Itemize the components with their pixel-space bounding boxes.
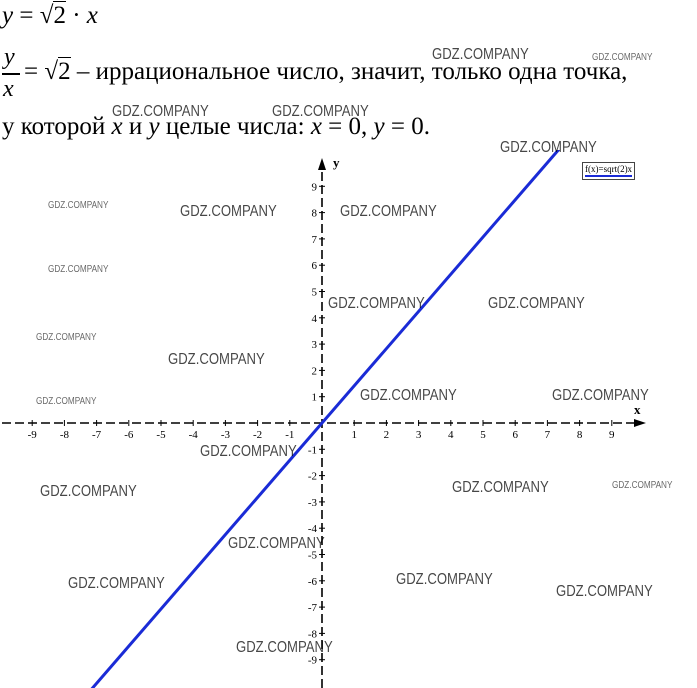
y-tick-label: 1	[311, 391, 317, 404]
eq1-equals: =	[19, 2, 34, 29]
x-tick-label: 2	[383, 429, 390, 441]
y-tick-label: -5	[307, 549, 317, 562]
eq2-rest: – иррациональное число, значит, только одна точка,	[76, 58, 628, 85]
y-tick-label: 2	[311, 365, 317, 378]
x-tick-label: -1	[285, 429, 295, 441]
watermark: GDZ.COMPANY	[68, 575, 165, 592]
x-tick-label: -5	[156, 429, 166, 441]
watermark: GDZ.COMPANY	[592, 52, 653, 63]
watermark: GDZ.COMPANY	[396, 571, 493, 588]
eq1-sqrt-sign: √2	[39, 2, 66, 29]
watermark: GDZ.COMPANY	[228, 535, 325, 552]
x-tick-label: -2	[253, 429, 263, 441]
watermark: GDZ.COMPANY	[200, 443, 297, 460]
watermark: GDZ.COMPANY	[36, 396, 97, 407]
watermark: GDZ.COMPANY	[272, 103, 369, 120]
x-tick-label: -6	[124, 429, 134, 441]
legend-swatch	[585, 175, 632, 177]
x-tick-label: 8	[576, 429, 583, 441]
y-tick-label: 7	[311, 233, 317, 246]
eq1-x: x	[86, 2, 98, 29]
x-tick-label: 4	[448, 429, 454, 441]
watermark: GDZ.COMPANY	[48, 200, 109, 211]
y-tick-label: -4	[307, 523, 317, 536]
y-tick-label: -8	[307, 628, 317, 641]
y-tick-label: 9	[311, 181, 317, 194]
y-tick-label: -6	[307, 575, 317, 588]
x-tick-label: -7	[92, 429, 102, 441]
watermark: GDZ.COMPANY	[328, 295, 425, 312]
y-tick-label: 8	[311, 207, 317, 220]
y-tick-label: -9	[307, 654, 317, 667]
y-tick-label: 4	[311, 312, 317, 325]
watermark: GDZ.COMPANY	[432, 46, 529, 63]
watermark: GDZ.COMPANY	[612, 480, 673, 491]
x-tick-label: 9	[609, 429, 615, 441]
watermark: GDZ.COMPANY	[556, 583, 653, 600]
x-tick-label: -8	[59, 429, 69, 441]
x-tick-label: 5	[480, 429, 486, 441]
watermark: GDZ.COMPANY	[236, 639, 333, 656]
eq1-radicand: 2	[53, 2, 66, 29]
watermark: GDZ.COMPANY	[552, 387, 649, 404]
eq3-mid: целые числа:	[165, 113, 305, 140]
x-tick-label: -9	[27, 429, 37, 441]
x-tick-label: 7	[544, 429, 551, 441]
watermark: GDZ.COMPANY	[168, 351, 265, 368]
eq2-sqrt-sign: √2	[44, 58, 71, 85]
watermark: GDZ.COMPANY	[500, 139, 597, 156]
x-axis-arrow	[634, 419, 646, 427]
y-tick-label: -7	[307, 602, 317, 615]
watermark: GDZ.COMPANY	[360, 387, 457, 404]
eq3-yeq: y	[373, 113, 385, 140]
watermark: GDZ.COMPANY	[48, 264, 109, 275]
x-tick-label: -3	[220, 429, 230, 441]
eq3-prefix: у которой	[2, 113, 106, 140]
y-tick-label: -2	[307, 470, 317, 483]
y-axis-label: y	[333, 155, 340, 170]
x-tick-label: 6	[512, 429, 518, 441]
watermark: GDZ.COMPANY	[340, 203, 437, 220]
x-tick-label: 3	[415, 429, 422, 441]
x-tick-label: -4	[188, 429, 198, 441]
x-axis-label: x	[634, 402, 641, 417]
eq3-x: x	[111, 113, 123, 140]
eq3-and: и	[128, 113, 143, 140]
legend-label: f(x)=sqrt(2)x	[585, 164, 633, 174]
y-axis-arrow	[318, 158, 326, 170]
eq3-tail1: = 0,	[328, 113, 368, 140]
watermark: GDZ.COMPANY	[180, 203, 277, 220]
y-tick-label: 6	[311, 260, 317, 273]
watermark: GDZ.COMPANY	[36, 332, 97, 343]
eq1-dot: ·	[72, 2, 81, 29]
eq3-tail2: = 0.	[390, 113, 430, 140]
watermark: GDZ.COMPANY	[452, 479, 549, 496]
y-tick-label: 3	[311, 339, 317, 352]
eq3-y: y	[148, 113, 160, 140]
watermark: GDZ.COMPANY	[112, 103, 209, 120]
frac-denominator: x	[3, 76, 14, 102]
eq2-equals: =	[24, 58, 39, 85]
chart-legend	[582, 162, 635, 180]
watermark: GDZ.COMPANY	[40, 483, 137, 500]
y-tick-label: -3	[307, 496, 317, 509]
x-tick-label: 1	[351, 429, 357, 441]
y-tick-label: -1	[307, 444, 317, 457]
frac-numerator: y	[4, 44, 15, 70]
watermark: GDZ.COMPANY	[488, 295, 585, 312]
eq2-radicand: 2	[58, 58, 71, 85]
eq3-xeq: x	[310, 113, 322, 140]
eq1-y: y	[2, 2, 14, 29]
y-tick-label: 5	[311, 286, 317, 299]
